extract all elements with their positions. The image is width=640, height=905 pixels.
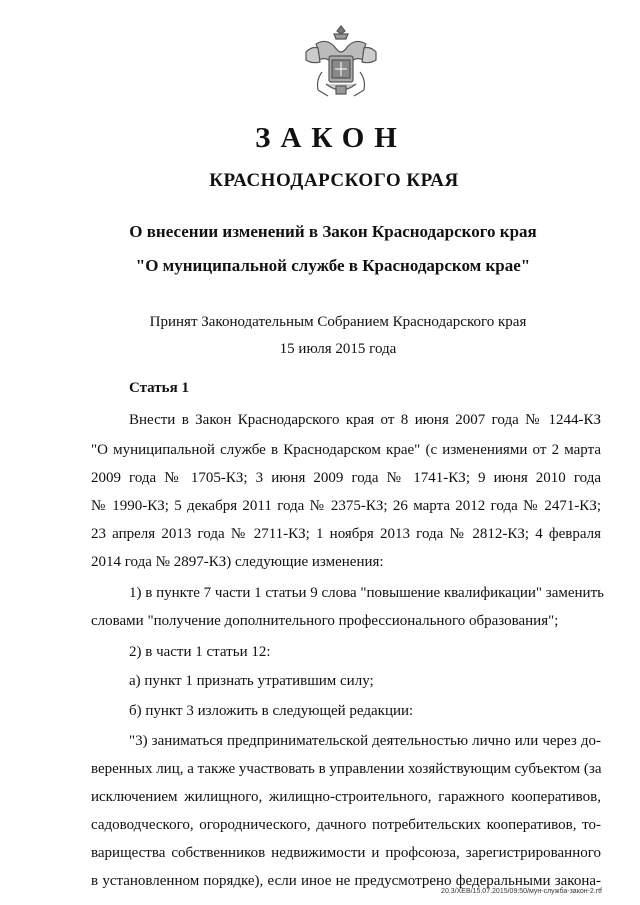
body-line: б) пункт 3 изложить в следующей редакции: bbox=[129, 703, 414, 719]
body-line: "О муниципальной службе в Краснодарском крае" (с изменениями от 2 марта bbox=[91, 442, 601, 458]
law-heading-line2: "О муниципальной службе в Краснодарском крае" bbox=[135, 256, 531, 275]
body-line: варищества собственников недвижимости и профсоюза, зарегистрированного bbox=[91, 845, 601, 861]
article-title: Статья 1 bbox=[129, 380, 189, 396]
body-line: а) пункт 1 признать утратившим силу; bbox=[129, 673, 374, 689]
body-line: Внести в Закон Краснодарского края от 8 июня 2007 года № 1244-КЗ bbox=[129, 412, 601, 428]
body-line: 2009 года № 1705-КЗ; 3 июня 2009 года № 1741-КЗ; 9 июня 2010 года bbox=[91, 470, 601, 486]
body-line: № 1990-КЗ; 5 декабря 2011 года № 2375-КЗ; 26 марта 2012 года № 2471-КЗ; bbox=[91, 498, 601, 514]
body-line: 2014 года № 2897-КЗ) следующие изменения: bbox=[91, 554, 384, 570]
document-title: ЗАКОН bbox=[255, 122, 407, 154]
file-footer: 20.3/ХЕВ/15.07.2015/09:50/мун-служба-закон-2.rtf bbox=[441, 888, 602, 895]
adopted-by-line: Принят Законодательным Собранием Краснодарского края bbox=[149, 314, 527, 330]
coat-of-arms-emblem bbox=[296, 22, 386, 100]
body-line: 23 апреля 2013 года № 2711-КЗ; 1 ноября 2013 года № 2812-КЗ; 4 февраля bbox=[91, 526, 601, 542]
document-subtitle: КРАСНОДАРСКОГО КРАЯ bbox=[209, 170, 459, 191]
body-line: 1) в пункте 7 части 1 статьи 9 слова "повышение квалификации" заменить bbox=[129, 585, 604, 601]
body-line: "3) заниматься предпринимательской деятельностью лично или через до- bbox=[129, 733, 601, 749]
body-line: словами "получение дополнительного профессионального образования"; bbox=[91, 613, 559, 629]
body-line: 2) в части 1 статьи 12: bbox=[129, 644, 271, 660]
body-line: садоводческого, огороднического, дачного потребительских кооперативов, то- bbox=[91, 817, 601, 833]
body-line: веренных лиц, а также участвовать в управлении хозяйствующим субъектом (за bbox=[91, 761, 602, 777]
body-line: исключением жилищного, жилищно-строительного, гаражного кооперативов, bbox=[91, 789, 601, 805]
adopted-date: 15 июля 2015 года bbox=[279, 341, 397, 357]
body-line: в установленном порядке), если иное не предусмотрено федеральными закона- bbox=[91, 873, 601, 889]
law-heading-line1: О внесении изменений в Закон Краснодарского края bbox=[129, 222, 537, 241]
